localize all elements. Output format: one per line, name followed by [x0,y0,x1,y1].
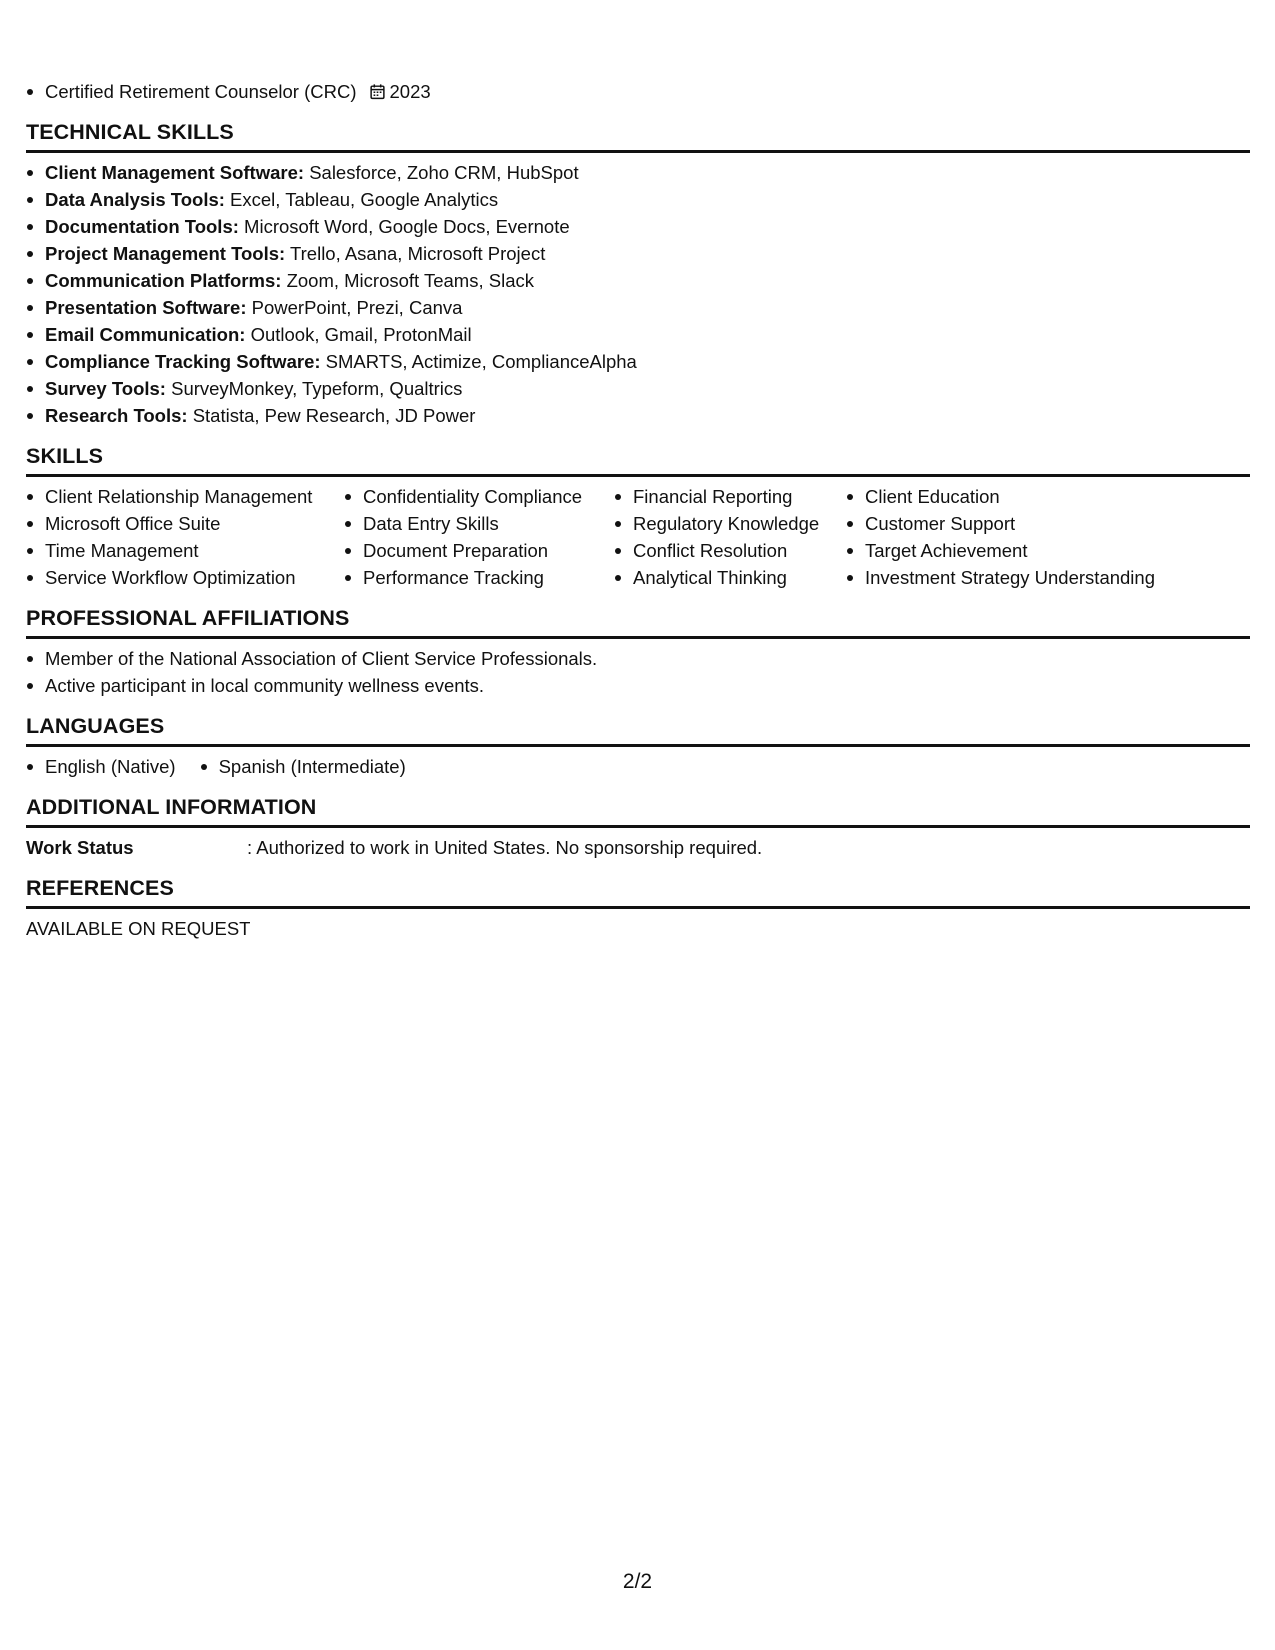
skills-column [846,483,1186,591]
section-heading: SKILLS [26,443,1250,477]
list-item: Customer Support [846,510,1186,537]
technical-skills-list [26,159,1250,429]
skill-tools: Excel, Tableau, Google Analytics [230,189,499,210]
certification-year: 2023 [389,81,431,102]
list-item: Member of the National Association of Client Service Professionals. [26,645,1250,672]
list-item [26,321,1250,348]
list-item: Confidentiality Compliance [344,483,614,510]
skill-tools: Statista, Pew Research, JD Power [192,405,476,426]
list-item: Document Preparation [344,537,614,564]
skills-column [614,483,846,591]
skill-category: Data Analysis Tools: [45,189,225,210]
skill-tools: Trello, Asana, Microsoft Project [290,243,546,264]
info-value: : Authorized to work in United States. No sponsorship required. [247,837,763,858]
list-item: Analytical Thinking [614,564,846,591]
list-item: Microsoft Office Suite [26,510,344,537]
references-section [26,875,1250,942]
list-item [26,186,1250,213]
skills-column [344,483,614,591]
skill-tools: SurveyMonkey, Typeform, Qualtrics [171,378,463,399]
skill-category: Client Management Software: [45,162,305,183]
additional-info-section [26,794,1250,861]
certification-list [26,78,1250,105]
skill-category: Communication Platforms: [45,270,282,291]
certification-date [369,78,431,105]
skill-category: Documentation Tools: [45,216,239,237]
section-heading: REFERENCES [26,875,1250,909]
list-item: Spanish (Intermediate) [200,753,406,780]
list-item: Financial Reporting [614,483,846,510]
list-item: Performance Tracking [344,564,614,591]
list-item: Time Management [26,537,344,564]
list-item: English (Native) [26,753,176,780]
section-heading: ADDITIONAL INFORMATION [26,794,1250,828]
skill-category: Project Management Tools: [45,243,286,264]
info-label: Work Status [26,837,134,858]
list-item [26,213,1250,240]
skills-section [26,443,1250,591]
skill-tools: Outlook, Gmail, ProtonMail [250,324,472,345]
list-item [26,159,1250,186]
list-item: Data Entry Skills [344,510,614,537]
info-row [26,834,1250,861]
list-item: Target Achievement [846,537,1186,564]
certification-item [26,78,1250,105]
technical-skills-section [26,119,1250,429]
skill-tools: Salesforce, Zoho CRM, HubSpot [309,162,579,183]
section-heading: LANGUAGES [26,713,1250,747]
list-item: Client Education [846,483,1186,510]
references-text: AVAILABLE ON REQUEST [26,918,251,939]
page-number: 2/2 [622,1570,653,1593]
skill-tools: Zoom, Microsoft Teams, Slack [286,270,534,291]
calendar-icon [369,83,386,100]
skill-category: Presentation Software: [45,297,247,318]
skill-category: Survey Tools: [45,378,166,399]
list-item: Active participant in local community wellness events. [26,672,1250,699]
list-item: Conflict Resolution [614,537,846,564]
resume-page [26,78,1250,942]
list-item [26,294,1250,321]
skill-category: Compliance Tracking Software: [45,351,321,372]
list-item: Regulatory Knowledge [614,510,846,537]
skills-grid [26,483,1250,591]
list-item [26,375,1250,402]
affiliations-section [26,605,1250,699]
list-item: Service Workflow Optimization [26,564,344,591]
languages-section [26,713,1250,780]
list-item [26,348,1250,375]
skill-tools: Microsoft Word, Google Docs, Evernote [244,216,570,237]
skill-category: Email Communication: [45,324,246,345]
list-item: Client Relationship Management [26,483,344,510]
skill-category: Research Tools: [45,405,188,426]
list-item: Investment Strategy Understanding [846,564,1186,591]
skills-column [26,483,344,591]
affiliations-list [26,645,1250,699]
skill-tools: SMARTS, Actimize, ComplianceAlpha [325,351,637,372]
skill-tools: PowerPoint, Prezi, Canva [251,297,463,318]
list-item [26,267,1250,294]
section-heading: PROFESSIONAL AFFILIATIONS [26,605,1250,639]
list-item [26,240,1250,267]
languages-list [26,753,1250,780]
certification-name: Certified Retirement Counselor (CRC) [45,81,357,102]
section-heading: TECHNICAL SKILLS [26,119,1250,153]
list-item [26,402,1250,429]
